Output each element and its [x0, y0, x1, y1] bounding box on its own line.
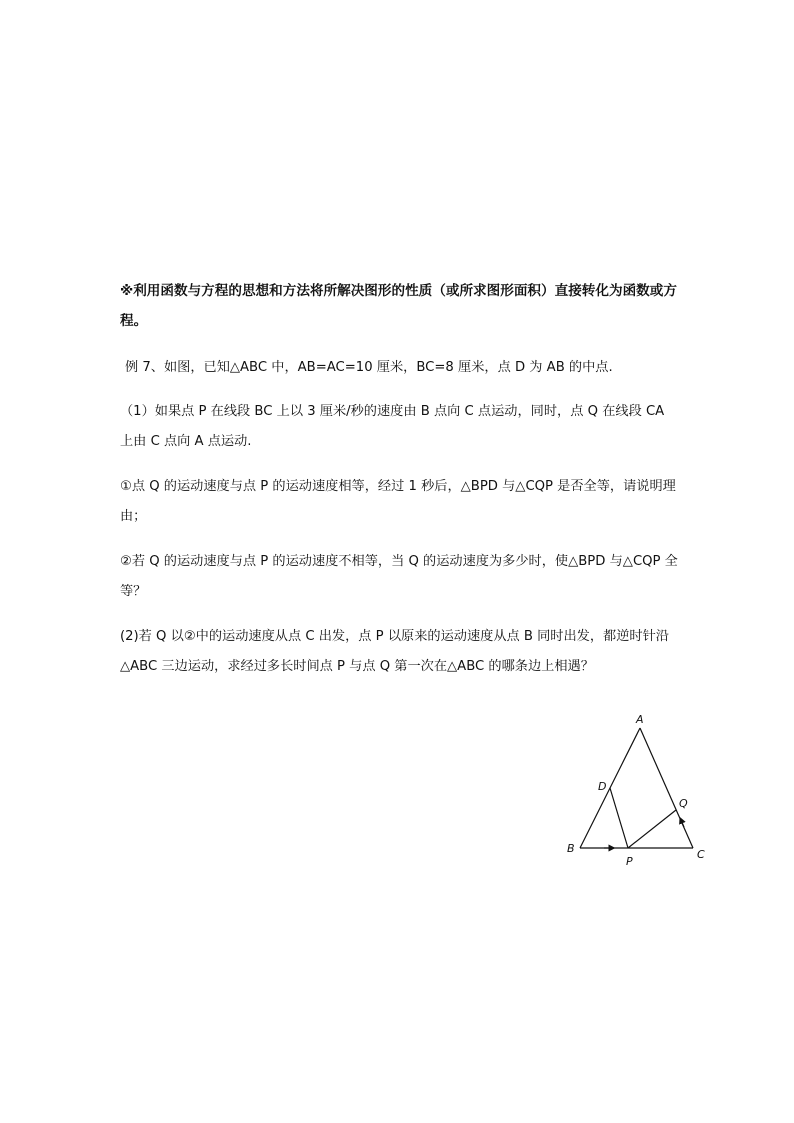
arrow-c-to-a	[681, 820, 684, 827]
question-2: (2)若 Q 以②中的运动速度从点 C 出发，点 P 以原来的运动速度从点 B 同时出发，都逆时针沿△ABC 三边运动，求经过多长时间点 P 与点 Q 第一次在△ABC 的哪条边上相遇？	[120, 629, 669, 674]
label-c: C	[697, 848, 705, 861]
label-d: D	[598, 780, 607, 793]
triangle-diagram	[560, 708, 720, 876]
label-a: A	[636, 713, 644, 726]
question-1: （1）如果点 P 在线段 BC 上以 3 厘米/秒的速度由 B 点向 C 点运动，同时，点 Q 在线段 CA 上由 C 点向 A 点运动.	[120, 404, 665, 449]
segment-dp	[610, 788, 628, 848]
label-q: Q	[679, 797, 688, 810]
label-p: P	[626, 855, 633, 868]
segment-pq	[628, 810, 676, 848]
question-1-case-2: ②若 Q 的运动速度与点 P 的运动速度不相等，当 Q 的运动速度为多少时，使△BPD 与△CQP 全等？	[120, 554, 678, 599]
side-ac	[640, 728, 693, 848]
section-heading: ※利用函数与方程的思想和方法将所解决图形的性质（或所求图形面积）直接转化为函数或方程。	[120, 283, 677, 329]
question-1-case-1: ①点 Q 的运动速度与点 P 的运动速度相等，经过 1 秒后，△BPD 与△CQP 是否全等，请说明理由；	[120, 479, 676, 524]
label-b: B	[567, 842, 575, 855]
example-statement: 例 7、如图，已知△ABC 中，AB=AC=10 厘米，BC=8 厘米，点 D 为 AB 的中点.	[125, 360, 613, 375]
triangle-figure	[560, 708, 720, 876]
